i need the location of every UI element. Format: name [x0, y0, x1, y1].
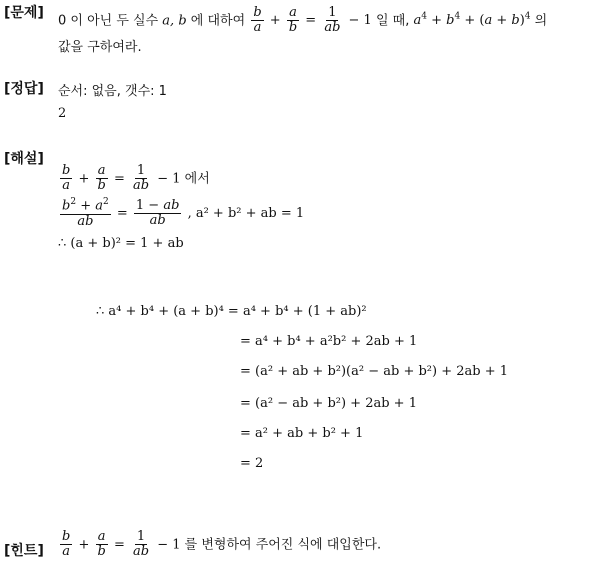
problem-line-1 [58, 6, 547, 36]
solution-l1-suffix: 에서 [184, 171, 210, 187]
var-a: a, [162, 13, 175, 29]
chain-row-4: = a² + ab + b² + 1 [240, 426, 364, 441]
problem-text-a: 0 이 아닌 두 실수 [58, 13, 159, 29]
problem-expression: $a^4 + b^4 + (a + b)^4$ [413, 11, 531, 29]
var-b: b [178, 13, 187, 29]
problem-equation: $\frac{b}{a}$ + $\frac{a}{b}$ = $\frac{1}{ab}$ − 1 [253, 5, 376, 36]
hint-label: [힌트] [4, 543, 44, 559]
answer-meta: 순서: 없음, 갯수: 1 [58, 84, 167, 99]
chain-row-3: = (a² − ab + b²) + 2ab + 1 [240, 396, 417, 411]
solution-label: [해설] [4, 151, 44, 167]
chain-row-0: ∴ a⁴ + b⁴ + (a + b)⁴ = a⁴ + b⁴ + (1 + ab)² [96, 304, 367, 319]
chain-row-2: = (a² + ab + b²)(a² − ab + b²) + 2ab + 1 [240, 364, 509, 379]
problem-label: [문제] [4, 5, 44, 21]
answer-value: 2 [58, 106, 67, 121]
answer-label: [정답] [4, 81, 44, 97]
problem-line-2: 값을 구하여라. [58, 40, 142, 55]
chain-row-1: = a⁴ + b⁴ + a²b² + 2ab + 1 [240, 334, 418, 349]
solution-line-3: ∴ (a + b)² = 1 + ab [58, 236, 184, 251]
solution-line-1: $\frac{b}{a}$ + $\frac{a}{b}$ = $\frac{1}{ab}$ − 1 에서 [62, 163, 210, 194]
hint-text: 를 변형하여 주어진 식에 대입한다. [184, 537, 382, 553]
solution-line-2: $\frac{b^2 + a^2}{ab}$ = $\frac{1 - ab}{ab}$ , a² + b² + ab = 1 [62, 197, 305, 229]
solution-l2-tail: , a² + b² + ab = 1 [187, 205, 305, 221]
problem-text-e: 일 때, [375, 13, 410, 29]
chain-row-5: = 2 [240, 456, 264, 471]
problem-text-d: 에 대하여 [190, 13, 246, 29]
hint-line: $\frac{b}{a}$ + $\frac{a}{b}$ = $\frac{1}{ab}$ − 1 를 변형하여 주어진 식에 대입한다. [62, 529, 382, 560]
problem-text-f: 의 [534, 13, 548, 29]
